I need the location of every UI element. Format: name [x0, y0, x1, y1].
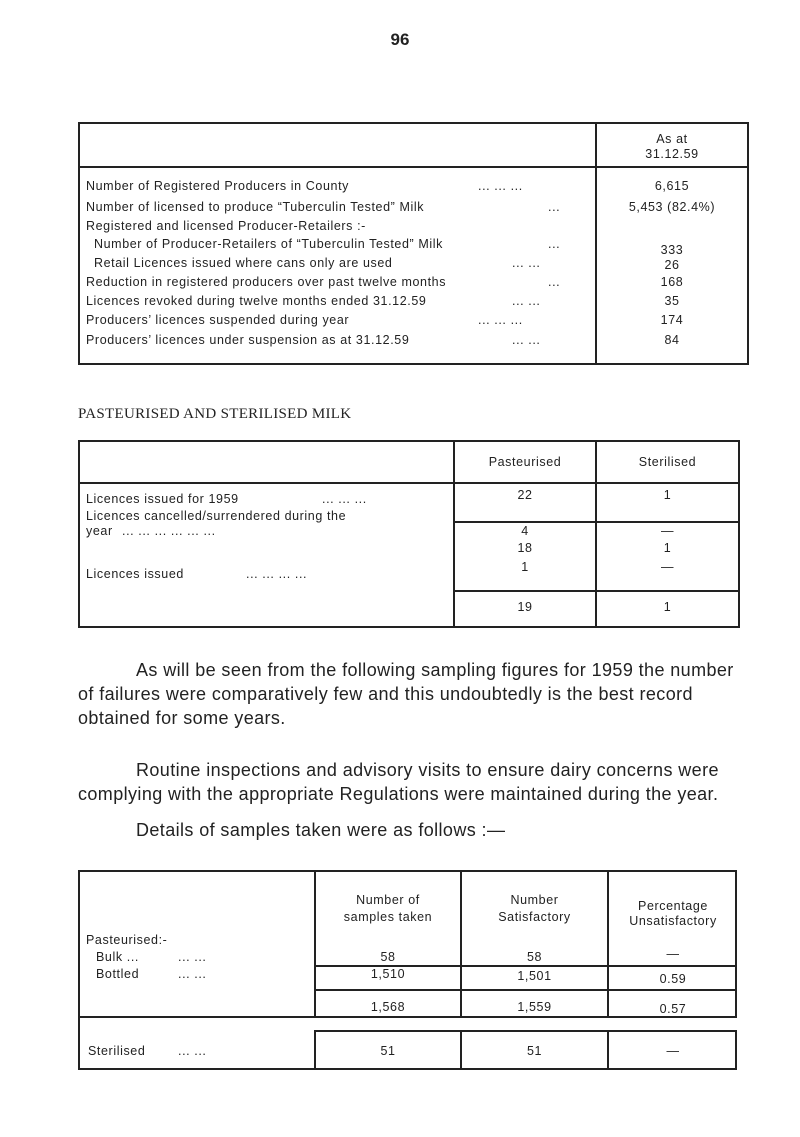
row-label: Retail Licences issued where cans only are used	[94, 256, 393, 270]
page-number: 96	[390, 30, 410, 49]
cell-value: 1	[663, 488, 672, 502]
row-label: Licences revoked during twelve months ended 31.12.59	[86, 294, 427, 308]
row-label: year	[86, 524, 113, 538]
column-header: Percentage	[638, 899, 708, 913]
row-label: Number of licensed to produce “Tuberculin Tested” Milk	[86, 200, 425, 214]
row-leader-dots: ... ...	[512, 333, 541, 347]
cell-value: 1	[521, 560, 529, 574]
row-leader-dots: ... ...	[512, 256, 541, 270]
total-value: 19	[517, 600, 533, 614]
row-value: 26	[664, 258, 680, 272]
cell-value: 51	[526, 1044, 543, 1058]
cell-value: —	[666, 947, 680, 961]
row-label: Licences issued for 1959	[86, 492, 239, 506]
cell-value: 18	[517, 541, 533, 555]
group-label: Pasteurised:-	[86, 933, 168, 947]
table1-header-date: 31.12.59	[645, 147, 699, 161]
cell-value: 1,501	[517, 969, 552, 983]
row-leader-dots: ...	[548, 275, 561, 289]
row-label: Number of Registered Producers in County	[86, 179, 350, 193]
paragraph: Routine inspections and advisory visits to ensure dairy concerns were complying with the appropriate Regulations were maintained during the year.	[78, 760, 719, 804]
row-label: Number of Producer-Retailers of “Tuberculin Tested” Milk	[94, 237, 443, 251]
row-label: Producers’ licences suspended during year	[86, 313, 350, 327]
row-leader-dots: ... ...	[178, 1044, 207, 1058]
row-label: Bottled	[96, 967, 140, 981]
row-leader-dots: ... ... ... ... ... ...	[122, 524, 216, 538]
column-header-pasteurised: Pasteurised	[488, 455, 562, 469]
row-leader-dots: ...	[548, 200, 561, 214]
sterilised-row-divider-1	[460, 1030, 462, 1070]
row-value: 333	[660, 243, 684, 257]
section-title: PASTEURISED AND STERILISED MILK	[78, 406, 352, 422]
column-header-sterilised: Sterilised	[638, 455, 697, 469]
subtotal-value: 0.57	[659, 1002, 687, 1016]
subtotal-value: 1,568	[370, 1000, 406, 1014]
column-header: Unsatisfactory	[629, 914, 717, 928]
row-leader-dots: ... ... ...	[478, 313, 523, 327]
cell-value: 58	[526, 950, 543, 964]
column-header: Satisfactory	[498, 910, 571, 924]
sterilised-row-divider-2	[607, 1030, 609, 1070]
cell-value: 58	[380, 950, 396, 964]
table3-sterilised-rule	[314, 989, 737, 991]
row-label: Sterilised	[88, 1044, 146, 1058]
row-leader-dots: ... ...	[178, 967, 207, 981]
row-label: Licences cancelled/surrendered during the	[86, 509, 347, 523]
row-value: 84	[664, 333, 680, 347]
cell-value: 4	[521, 524, 529, 538]
subtotal-value: 1,559	[517, 1000, 552, 1014]
cell-value: 0.59	[659, 972, 687, 986]
cell-value: 1,510	[370, 967, 406, 981]
column-header: samples taken	[343, 910, 433, 924]
row-value: 35	[664, 294, 680, 308]
row-leader-dots: ... ... ... ...	[246, 567, 308, 581]
total-value: 1	[663, 600, 672, 614]
table3-bottom-rule	[78, 1068, 314, 1070]
row-leader-dots: ... ... ...	[322, 492, 367, 506]
row-value: 174	[660, 313, 684, 327]
row-label: Registered and licensed Producer-Retailers :-	[86, 219, 366, 233]
row-leader-dots: ... ...	[178, 950, 207, 964]
table2-row-rule	[453, 521, 740, 523]
cell-value: —	[660, 560, 675, 574]
table1-header-as-at: As at	[656, 132, 688, 146]
cell-value: —	[666, 1044, 680, 1058]
row-label: Licences issued	[86, 567, 184, 581]
row-value: 6,615	[654, 179, 690, 193]
table3-divider-3	[607, 870, 609, 1018]
column-header: Number of	[356, 893, 420, 907]
row-leader-dots: ...	[548, 237, 561, 251]
row-leader-dots: ... ... ...	[478, 179, 523, 193]
row-value: 5,453 (82.4%)	[628, 200, 716, 214]
row-value: 168	[660, 275, 684, 289]
table2-total-rule	[453, 590, 740, 592]
sterilised-row-box	[314, 1030, 737, 1070]
row-leader-dots: ... ...	[512, 294, 541, 308]
paragraph: As will be seen from the following sampling figures for 1959 the number of failures were comparatively few and this undoubtedly is the best record obtained for some years.	[78, 660, 734, 728]
row-label: Bulk ...	[96, 950, 140, 964]
paragraph: Details of samples taken were as follows :—	[136, 820, 506, 840]
cell-value: —	[660, 524, 675, 538]
cell-value: 22	[517, 488, 533, 502]
table2-header-rule	[78, 482, 740, 484]
table3-left-extension	[78, 1016, 80, 1070]
column-header: Number	[510, 893, 559, 907]
table1-header-rule	[78, 166, 749, 168]
cell-value: 51	[380, 1044, 396, 1058]
row-label: Reduction in registered producers over past twelve months	[86, 275, 447, 289]
cell-value: 1	[663, 541, 672, 555]
row-label: Producers’ licences under suspension as at 31.12.59	[86, 333, 410, 347]
